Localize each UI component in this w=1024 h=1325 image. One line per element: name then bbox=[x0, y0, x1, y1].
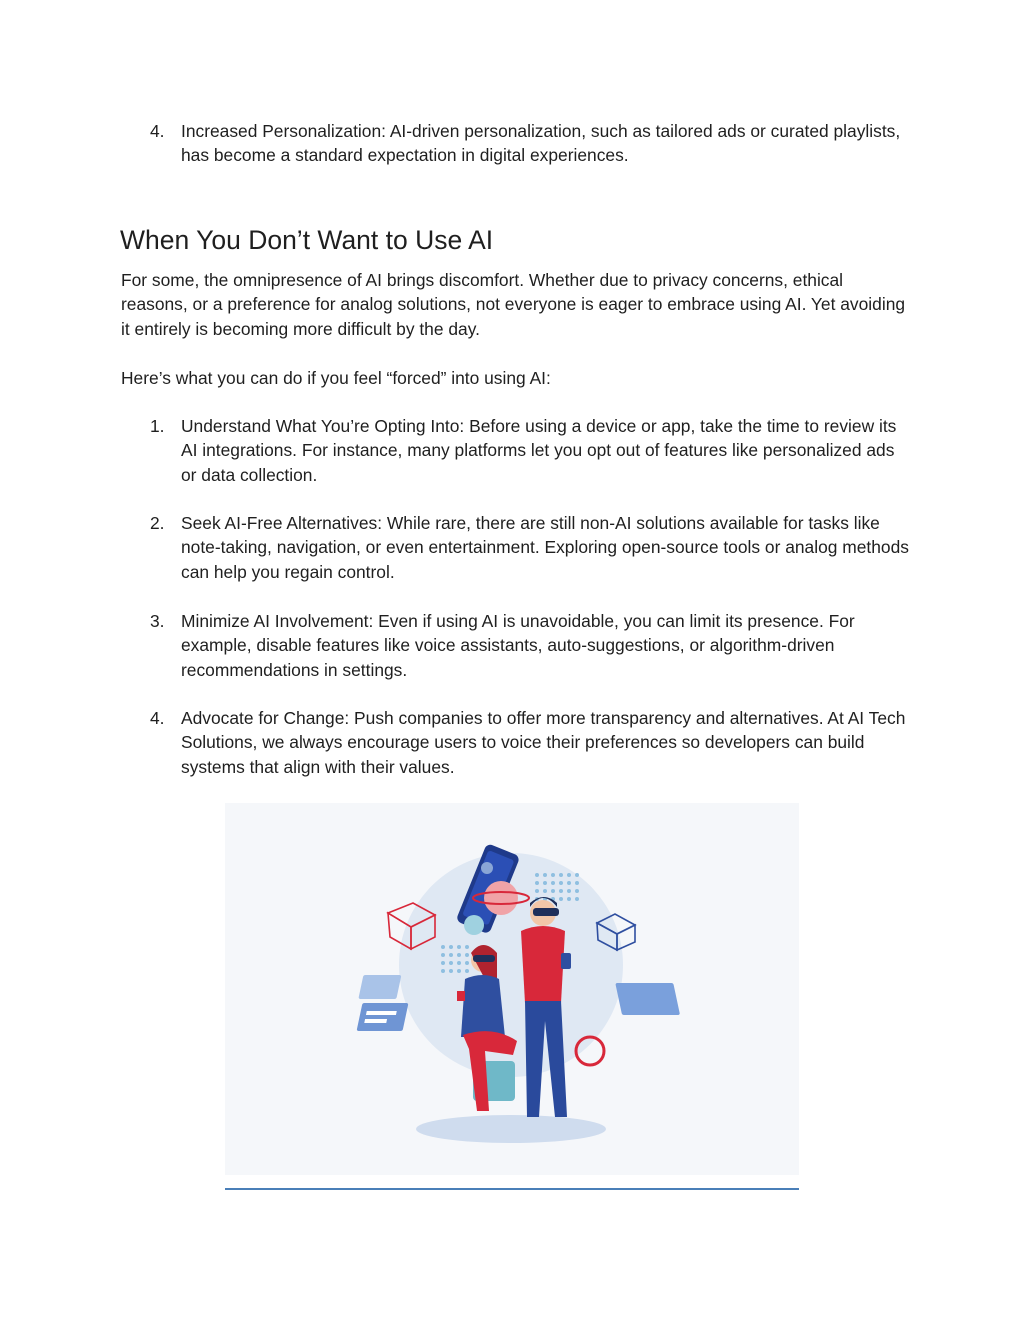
lead-paragraph: Here’s what you can do if you feel “forced” into using AI: bbox=[121, 368, 551, 388]
dot-icon bbox=[481, 862, 493, 874]
list-number: 1. bbox=[150, 416, 165, 436]
list-text: Advocate for Change: Push companies to offer more transparency and alternatives. At AI Tech Solutions, we always encourage users to voice their preferences so developers can build systems that align with their values. bbox=[181, 708, 906, 777]
list-text: Understand What You’re Opting Into: Before using a device or app, take the time to review its AI integrations. For instance, many platforms let you opt out of features like personalized ads or data collection. bbox=[181, 416, 897, 485]
vr-users-illustration bbox=[225, 803, 799, 1175]
floor-shadow bbox=[416, 1115, 606, 1143]
horizontal-rule bbox=[225, 1188, 799, 1190]
list-number: 4. bbox=[150, 121, 165, 141]
list-text: Seek AI-Free Alternatives: While rare, there are still non-AI solutions available for tasks like note-taking, navigation, or even entertainment. Exploring open-source tools or analog methods can help you regain control. bbox=[181, 513, 909, 582]
list-number: 2. bbox=[150, 513, 165, 533]
dot-icon bbox=[464, 915, 484, 935]
intro-paragraph: For some, the omnipresence of AI brings discomfort. Whether due to privacy concerns, ethical reasons, or a preference for analog solutions, not everyone is eager to embrace using AI. Yet avoiding it entirely is becoming more difficult by the day. bbox=[121, 270, 906, 339]
ai-illustration bbox=[225, 803, 799, 1175]
list-number: 4. bbox=[150, 708, 165, 728]
list-text: Increased Personalization: AI-driven personalization, such as tailored ads or curated playlists, has become a standard expectation in digital experiences. bbox=[181, 121, 901, 166]
list-number: 3. bbox=[150, 611, 165, 631]
list-text: Minimize AI Involvement: Even if using AI is unavoidable, you can limit its presence. For example, disable features like voice assistants, auto-suggestions, or algorithm-driven recommendations in settings. bbox=[181, 611, 855, 680]
section-heading: When You Don’t Want to Use AI bbox=[120, 225, 494, 255]
